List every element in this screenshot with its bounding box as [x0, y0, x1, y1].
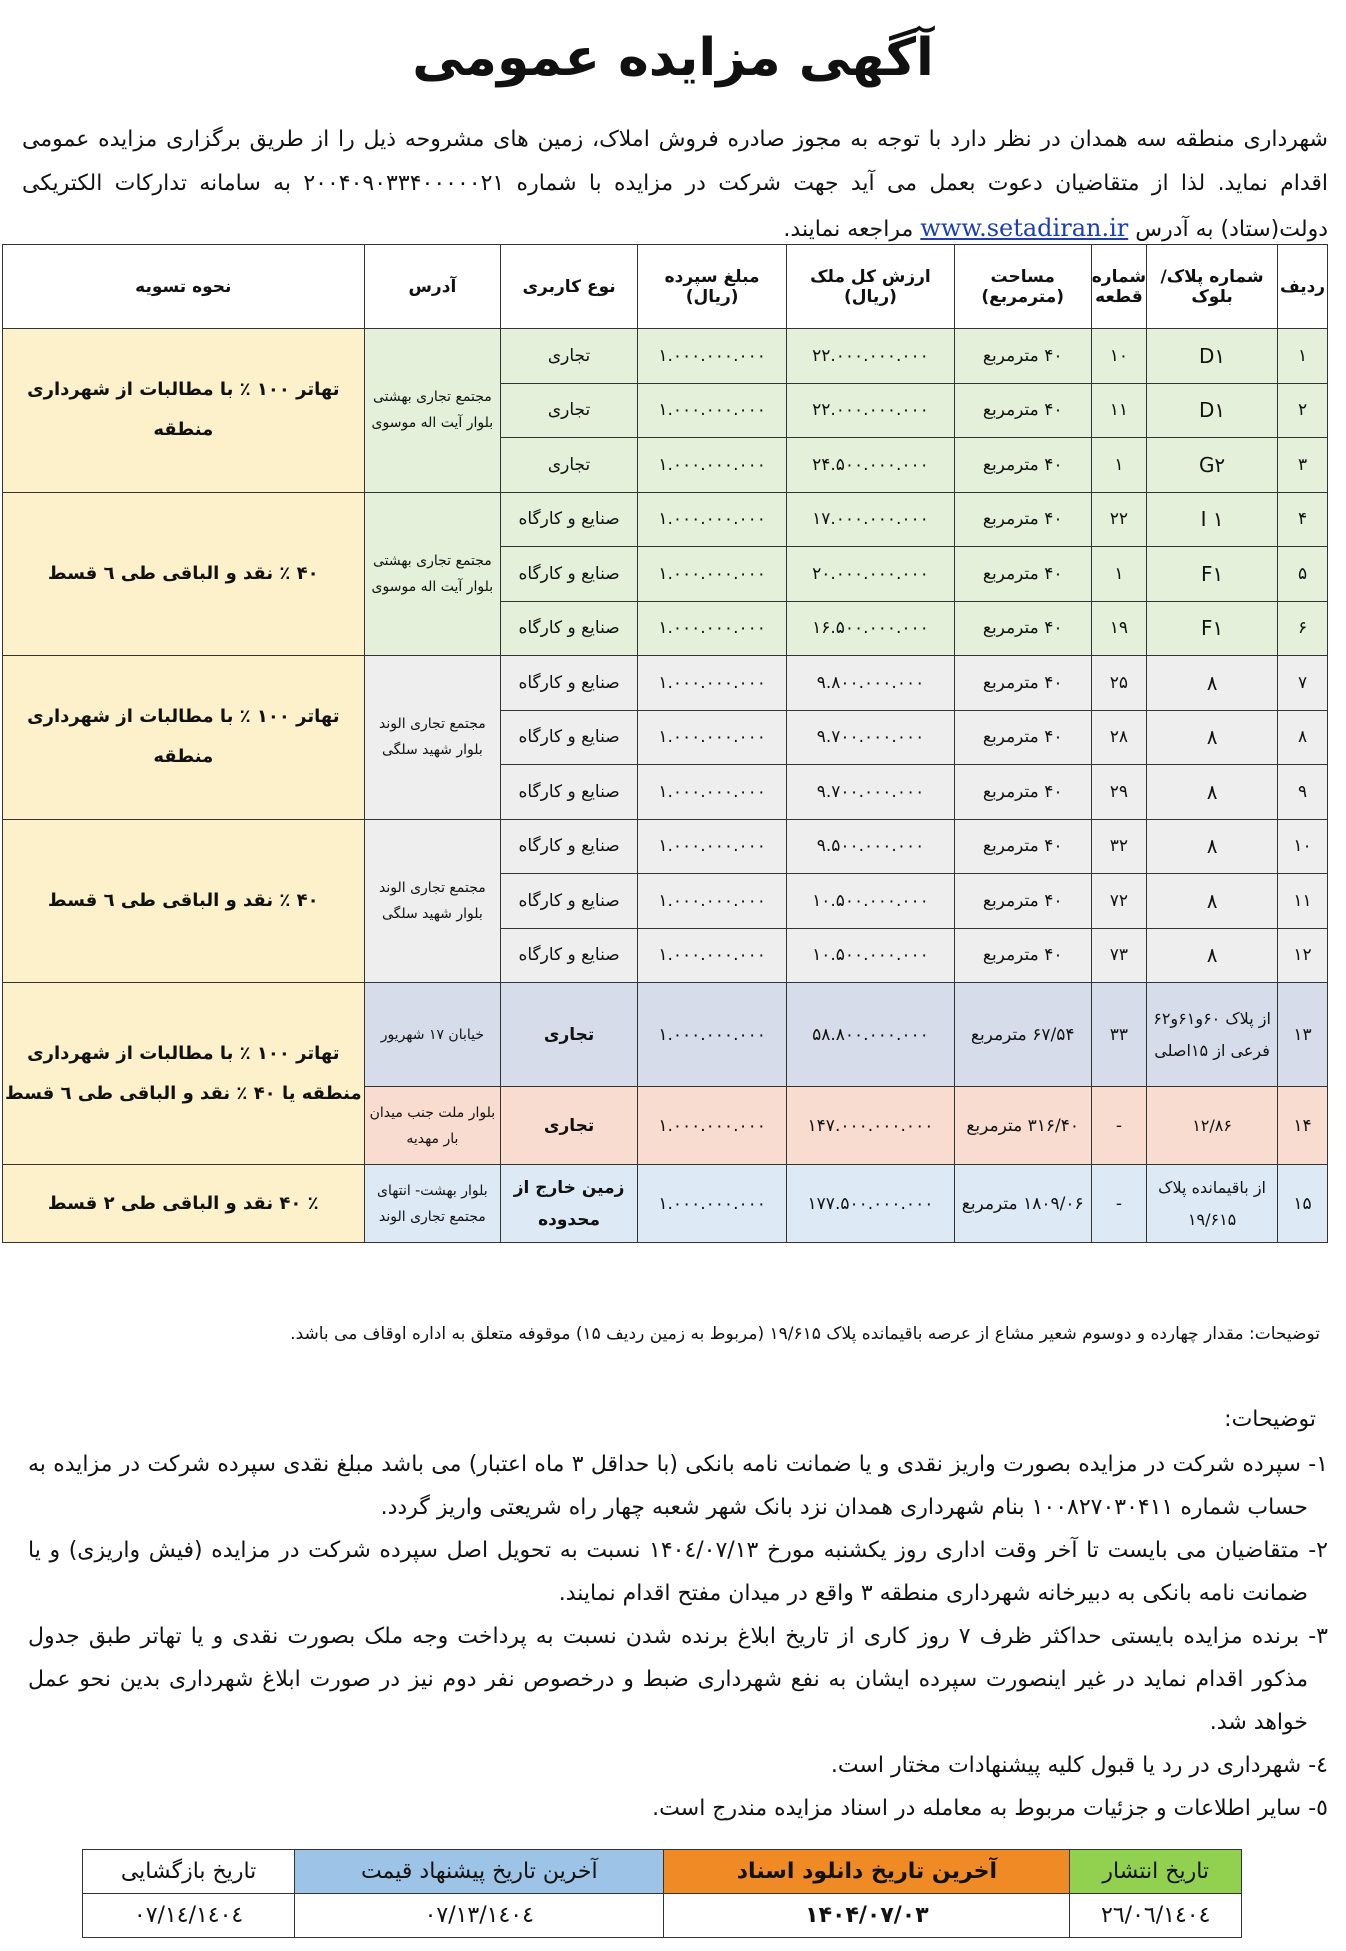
cell-value: ۹.۷۰۰.۰۰۰.۰۰۰ — [787, 765, 954, 820]
cell-deposit: ۱.۰۰۰.۰۰۰.۰۰۰ — [637, 819, 786, 874]
cell-use: صنایع و کارگاه — [501, 874, 638, 929]
cell-address: بلوار ملت جنب میدان بار مهدیه — [364, 1087, 501, 1165]
table-footnote: توضیحات: مقدار چهارده و دوسوم شعیر مشاع از عرصه باقیمانده پلاک ۱۹/۶۱۵ (مربوط به زمین ردیف ۱۵) موقوفه متعلق به اداره اوقاف می باشد. — [290, 1324, 1320, 1344]
cell-use: صنایع و کارگاه — [501, 656, 638, 711]
cell-plate: ۸ — [1147, 765, 1278, 820]
cell-payment: ۴۰ ٪ نقد و الباقی طی ٦ قسط — [3, 819, 365, 983]
table-row — [3, 329, 1328, 384]
cell-deposit: ۱.۰۰۰.۰۰۰.۰۰۰ — [637, 765, 786, 820]
cell-area: ۴۰ مترمربع — [954, 438, 1091, 493]
cell-area: ۶۷/۵۴ مترمربع — [954, 983, 1091, 1087]
cell-unit: ۷۳ — [1091, 928, 1146, 983]
cell-row-number: ۱۵ — [1278, 1165, 1328, 1243]
download-date-value: ۱۴۰۴/۰۷/۰۳ — [664, 1894, 1070, 1938]
cell-plate: D۱ — [1147, 329, 1278, 384]
cell-value: ۲۲.۰۰۰.۰۰۰.۰۰۰ — [787, 383, 954, 438]
cell-deposit: ۱.۰۰۰.۰۰۰.۰۰۰ — [637, 1165, 786, 1243]
cell-value: ۱۷۷.۵۰۰.۰۰۰.۰۰۰ — [787, 1165, 954, 1243]
header-plate: شماره پلاک/بلوک — [1147, 245, 1278, 329]
header-unit: شماره قطعه — [1091, 245, 1146, 329]
cell-deposit: ۱.۰۰۰.۰۰۰.۰۰۰ — [637, 928, 786, 983]
cell-value: ۹.۷۰۰.۰۰۰.۰۰۰ — [787, 710, 954, 765]
cell-deposit: ۱.۰۰۰.۰۰۰.۰۰۰ — [637, 438, 786, 493]
cell-deposit: ۱.۰۰۰.۰۰۰.۰۰۰ — [637, 874, 786, 929]
cell-unit: ۳۳ — [1091, 983, 1146, 1087]
cell-plate: ۸ — [1147, 710, 1278, 765]
cell-unit: ۲۹ — [1091, 765, 1146, 820]
cell-value: ۱۴۷.۰۰۰.۰۰۰.۰۰۰ — [787, 1087, 954, 1165]
cell-area: ۴۰ مترمربع — [954, 329, 1091, 384]
cell-row-number: ۸ — [1278, 710, 1328, 765]
cell-payment: تهاتر ۱۰۰ ٪ با مطالبات از شهرداری منطقه یا ۴۰ ٪ نقد و الباقی طی ٦ قسط — [3, 983, 365, 1165]
cell-unit: - — [1091, 1165, 1146, 1243]
note-item: ٤- شهرداری در رد یا قبول کلیه پیشنهادات مختار است. — [830, 1753, 1328, 1778]
cell-row-number: ۱ — [1278, 329, 1328, 384]
cell-area: ۱۸۰۹/۰۶ مترمربع — [954, 1165, 1091, 1243]
cell-plate: از پلاک ۶۰و۶۱و۶۲ فرعی از ۱۵اصلی — [1147, 983, 1278, 1087]
cell-row-number: ۱۳ — [1278, 983, 1328, 1087]
cell-unit: ۷۲ — [1091, 874, 1146, 929]
cell-area: ۴۰ مترمربع — [954, 710, 1091, 765]
cell-plate: I ۱ — [1147, 492, 1278, 547]
cell-row-number: ۴ — [1278, 492, 1328, 547]
cell-plate: از باقیمانده پلاک ۱۹/۶۱۵ — [1147, 1165, 1278, 1243]
cell-deposit: ۱.۰۰۰.۰۰۰.۰۰۰ — [637, 1087, 786, 1165]
intro-paragraph — [22, 118, 1328, 252]
cell-value: ۲۰.۰۰۰.۰۰۰.۰۰۰ — [787, 547, 954, 602]
cell-deposit: ۱.۰۰۰.۰۰۰.۰۰۰ — [637, 656, 786, 711]
cell-area: ۴۰ مترمربع — [954, 819, 1091, 874]
cell-deposit: ۱.۰۰۰.۰۰۰.۰۰۰ — [637, 547, 786, 602]
cell-unit: ۲۵ — [1091, 656, 1146, 711]
cell-unit: ۲۸ — [1091, 710, 1146, 765]
notes-list — [28, 1443, 1328, 1830]
bid-date-value: ۱٤۰٤/۰۷/۱۳ — [295, 1894, 664, 1938]
header-address: آدرس — [364, 245, 501, 329]
table-row — [3, 1165, 1328, 1243]
cell-use: صنایع و کارگاه — [501, 710, 638, 765]
cell-area: ۳۱۶/۴۰ مترمربع — [954, 1087, 1091, 1165]
cell-deposit: ۱.۰۰۰.۰۰۰.۰۰۰ — [637, 710, 786, 765]
cell-value: ۱۷.۰۰۰.۰۰۰.۰۰۰ — [787, 492, 954, 547]
cell-plate: ۸ — [1147, 928, 1278, 983]
cell-use: تجاری — [501, 1087, 638, 1165]
setad-link[interactable]: www.setadiran.ir — [920, 214, 1129, 242]
cell-row-number: ۳ — [1278, 438, 1328, 493]
cell-use: زمین خارج از محدوده — [501, 1165, 638, 1243]
cell-payment: ۴۰ ٪ نقد و الباقی طی ٦ قسط — [3, 492, 365, 656]
cell-use: صنایع و کارگاه — [501, 819, 638, 874]
cell-use: صنایع و کارگاه — [501, 492, 638, 547]
cell-value: ۱۰.۵۰۰.۰۰۰.۰۰۰ — [787, 928, 954, 983]
cell-plate: ۱۲/۸۶ — [1147, 1087, 1278, 1165]
header-area: مساحت (مترمربع) — [954, 245, 1091, 329]
cell-row-number: ۹ — [1278, 765, 1328, 820]
header-use: نوع کاربری — [501, 245, 638, 329]
cell-use: تجاری — [501, 438, 638, 493]
cell-use: صنایع و کارگاه — [501, 601, 638, 656]
cell-unit: ۱ — [1091, 438, 1146, 493]
cell-area: ۴۰ مترمربع — [954, 492, 1091, 547]
cell-value: ۹.۵۰۰.۰۰۰.۰۰۰ — [787, 819, 954, 874]
cell-unit: ۱۹ — [1091, 601, 1146, 656]
cell-value: ۵۸.۸۰۰.۰۰۰.۰۰۰ — [787, 983, 954, 1087]
cell-area: ۴۰ مترمربع — [954, 874, 1091, 929]
header-value: ارزش کل ملک (ریال) — [787, 245, 954, 329]
cell-use: تجاری — [501, 329, 638, 384]
cell-address: خیابان ۱۷ شهریور — [364, 983, 501, 1087]
header-payment: نحوه تسویه — [3, 245, 365, 329]
cell-payment: ٪ ۴۰ نقد و الباقی طی ۲ قسط — [3, 1165, 365, 1243]
cell-value: ۱۶.۵۰۰.۰۰۰.۰۰۰ — [787, 601, 954, 656]
cell-address: مجتمع تجاری بهشتی بلوار آیت اله موسوی — [364, 329, 501, 493]
cell-value: ۹.۸۰۰.۰۰۰.۰۰۰ — [787, 656, 954, 711]
auction-table — [2, 244, 1328, 1243]
cell-plate: D۱ — [1147, 383, 1278, 438]
cell-address: مجتمع تجاری الوند بلوار شهید سلگی — [364, 656, 501, 820]
cell-use: صنایع و کارگاه — [501, 547, 638, 602]
publish-date-label: تاریخ انتشار — [1070, 1850, 1242, 1894]
cell-address: مجتمع تجاری بهشتی بلوار آیت اله موسوی — [364, 492, 501, 656]
open-date-label: تاریخ بازگشایی — [83, 1850, 295, 1894]
cell-unit: - — [1091, 1087, 1146, 1165]
bid-date-label: آخرین تاریخ پیشنهاد قیمت — [295, 1850, 664, 1894]
cell-plate: G۲ — [1147, 438, 1278, 493]
cell-deposit: ۱.۰۰۰.۰۰۰.۰۰۰ — [637, 601, 786, 656]
cell-plate: ۸ — [1147, 819, 1278, 874]
cell-deposit: ۱.۰۰۰.۰۰۰.۰۰۰ — [637, 329, 786, 384]
note-item: ٥- سایر اطلاعات و جزئیات مربوط به معامله در اسناد مزایده مندرج است. — [652, 1796, 1328, 1821]
cell-address: مجتمع تجاری الوند بلوار شهید سلگی — [364, 819, 501, 983]
cell-payment: تهاتر ۱۰۰ ٪ با مطالبات از شهرداری منطقه — [3, 656, 365, 820]
cell-use: صنایع و کارگاه — [501, 765, 638, 820]
cell-use: صنایع و کارگاه — [501, 928, 638, 983]
cell-deposit: ۱.۰۰۰.۰۰۰.۰۰۰ — [637, 492, 786, 547]
cell-unit: ۱۱ — [1091, 383, 1146, 438]
cell-unit: ۲۲ — [1091, 492, 1146, 547]
cell-deposit: ۱.۰۰۰.۰۰۰.۰۰۰ — [637, 383, 786, 438]
table-row — [3, 492, 1328, 547]
note-item: ۱- سپرده شرکت در مزایده بصورت واریز نقدی و یا ضمانت نامه بانکی (با حداقل ۳ ماه اعتبار) می باشد مبلغ نقدی سپرده شرکت در مزایده به حساب شماره ۱۰۰۸۲۷۰۳۰۴۱۱ بنام شهرداری همدان نزد بانک شهر شعبه چهار راه شریعتی واریز گردد. — [28, 1452, 1328, 1520]
cell-area: ۴۰ مترمربع — [954, 383, 1091, 438]
header-deposit: مبلغ سپرده (ریال) — [637, 245, 786, 329]
cell-row-number: ۲ — [1278, 383, 1328, 438]
cell-area: ۴۰ مترمربع — [954, 765, 1091, 820]
cell-payment: تهاتر ۱۰۰ ٪ با مطالبات از شهرداری منطقه — [3, 329, 365, 493]
cell-plate: F۱ — [1147, 601, 1278, 656]
header-row-number: ردیف — [1278, 245, 1328, 329]
intro-text: شهرداری منطقه سه همدان در نظر دارد با توجه به مجوز صادره فروش املاک، زمین های مشروحه ذیل را از طریق برگزاری مزایده عمومی اقدام نماید. لذا از متقاضیان دعوت بعمل می آید جهت شرکت در مزایده با شماره ۲۰۰۴۰۹۰۳۳۴۰۰۰۰۰۲۱ به سامانه تدارکات الکتریکی دولت(ستاد) به آدرس — [22, 127, 1328, 242]
cell-value: ۱۰.۵۰۰.۰۰۰.۰۰۰ — [787, 874, 954, 929]
cell-unit: ۱ — [1091, 547, 1146, 602]
cell-area: ۴۰ مترمربع — [954, 928, 1091, 983]
cell-plate: ۸ — [1147, 874, 1278, 929]
table-row — [3, 983, 1328, 1087]
cell-plate: ۸ — [1147, 656, 1278, 711]
download-date-label: آخرین تاریخ دانلود اسناد — [664, 1850, 1070, 1894]
cell-use: تجاری — [501, 983, 638, 1087]
cell-row-number: ۱۴ — [1278, 1087, 1328, 1165]
cell-unit: ۳۲ — [1091, 819, 1146, 874]
publish-date-value: ۱٤۰٤/۰٦/۲٦ — [1070, 1894, 1242, 1938]
notes-title: توضیحات: — [1224, 1407, 1316, 1432]
cell-plate: F۱ — [1147, 547, 1278, 602]
cell-use: تجاری — [501, 383, 638, 438]
cell-deposit: ۱.۰۰۰.۰۰۰.۰۰۰ — [637, 983, 786, 1087]
cell-row-number: ۷ — [1278, 656, 1328, 711]
page-title: آگهی مزایده عمومی — [412, 28, 934, 88]
cell-area: ۴۰ مترمربع — [954, 656, 1091, 711]
open-date-value: ۱٤۰٤/۰۷/۱٤ — [83, 1894, 295, 1938]
cell-area: ۴۰ مترمربع — [954, 547, 1091, 602]
intro-text-end: مراجعه نمایند. — [783, 217, 914, 242]
table-row — [3, 819, 1328, 874]
cell-area: ۴۰ مترمربع — [954, 601, 1091, 656]
cell-row-number: ۱۱ — [1278, 874, 1328, 929]
cell-row-number: ۶ — [1278, 601, 1328, 656]
cell-value: ۲۲.۰۰۰.۰۰۰.۰۰۰ — [787, 329, 954, 384]
cell-value: ۲۴.۵۰۰.۰۰۰.۰۰۰ — [787, 438, 954, 493]
cell-row-number: ۱۲ — [1278, 928, 1328, 983]
note-item: ۲- متقاضیان می بایست تا آخر وقت اداری روز یکشنبه مورخ ۱۴۰٤/۰۷/۱۳ نسبت به تحویل اصل سپرده شرکت در مزایده (فیش واریزی) و یا ضمانت نامه بانکی به دبیرخانه شهرداری منطقه ۳ واقع در میدان مفتح اقدام نمایند. — [28, 1538, 1328, 1606]
table-row — [3, 656, 1328, 711]
cell-address: بلوار بهشت- انتهای مجتمع تجاری الوند — [364, 1165, 501, 1243]
dates-table — [82, 1849, 1242, 1938]
cell-row-number: ۵ — [1278, 547, 1328, 602]
table-header-row — [3, 245, 1328, 329]
note-item: ۳- برنده مزایده بایستی حداکثر ظرف ۷ روز کاری از تاریخ ابلاغ برنده شدن نسبت به پرداخت وجه ملک بصورت نقدی و یا تهاتر طبق جدول مذکور اقدام نماید در غیر اینصورت سپرده ایشان به نفع شهرداری ضبط و درخصوص نفر دوم نیز در صورت ابلاغ شهرداری بدین نحو عمل خواهد شد. — [28, 1624, 1328, 1735]
cell-row-number: ۱۰ — [1278, 819, 1328, 874]
cell-unit: ۱۰ — [1091, 329, 1146, 384]
